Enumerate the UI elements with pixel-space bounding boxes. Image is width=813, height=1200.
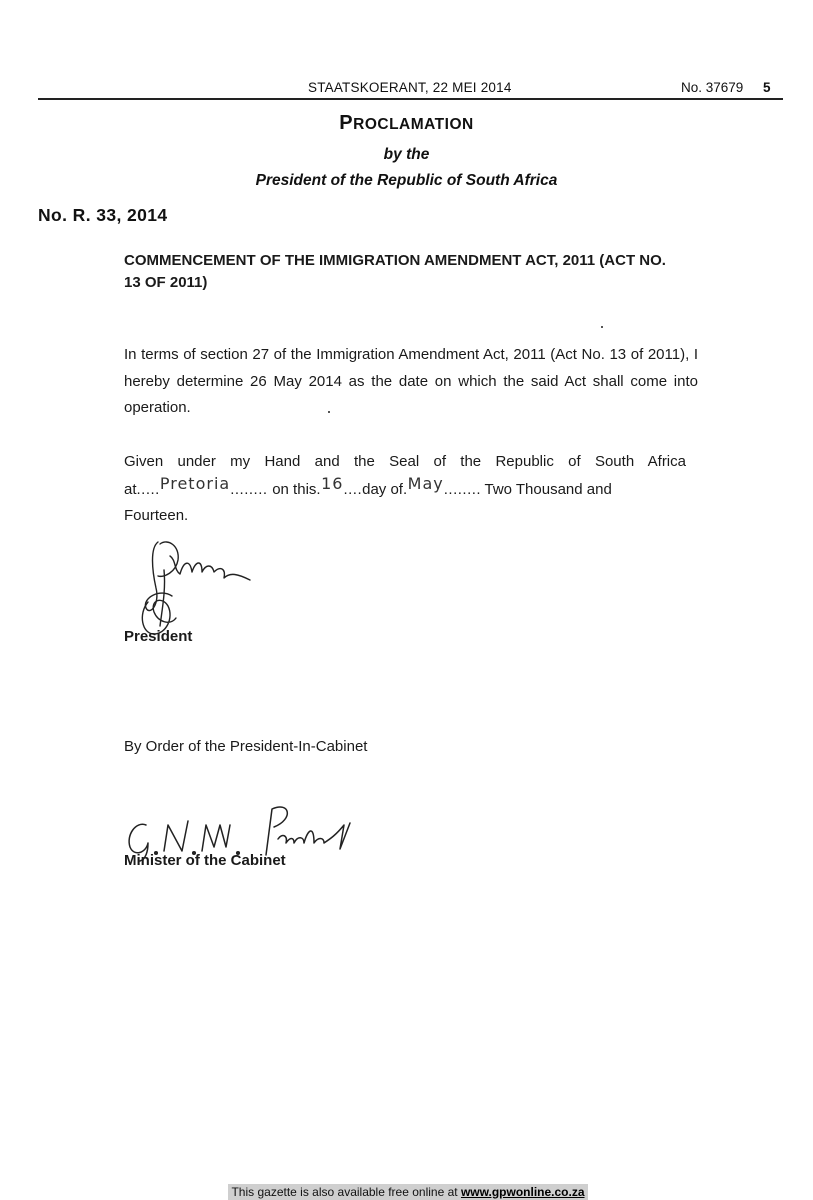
year-text: . Two Thousand and (476, 480, 612, 498)
given-line-2: at.....Pretoria........ on this.16....day of.May........ Two Thousand and (124, 473, 612, 498)
scan-speck (601, 326, 603, 328)
header-rule (38, 98, 783, 100)
gazette-date-header: STAATSKOERANT, 22 MEI 2014 (308, 80, 512, 95)
month-handwritten: May (407, 473, 444, 493)
gazette-number: No. 37679 (681, 80, 744, 95)
day-of-label: day of (362, 480, 403, 498)
notice-number: No. R. 33, 2014 (38, 205, 168, 225)
by-order-line: By Order of the President-In-Cabinet (124, 738, 368, 755)
footer-text: This gazette is also available free online at (231, 1185, 458, 1199)
issuer-line: President of the Republic of South Africa (255, 172, 558, 189)
day-handwritten: 16 (321, 473, 344, 493)
minister-label: Minister of the Cabinet (124, 852, 286, 869)
on-this-label: on this (272, 480, 317, 498)
determination-paragraph: In terms of section 27 of the Immigration Amendment Act, 2011 (Act No. 13 of 2011), I hereby determine 26 May 2014 as the date on which the said Act shall come into operation. (124, 346, 698, 416)
given-line-3: Fourteen. (124, 507, 189, 524)
act-heading: COMMENCEMENT OF THE IMMIGRATION AMENDMENT ACT, 2011 (ACT NO. 13 OF 2011) (124, 252, 666, 291)
proclamation-rest: ROCLAMATION (353, 116, 474, 133)
proclamation-title (0, 112, 813, 135)
proclamation-initial: P (339, 112, 354, 134)
president-label: President (124, 628, 193, 645)
gpwonline-link[interactable]: www.gpwonline.co.za (460, 1185, 585, 1199)
footer-banner (228, 1184, 588, 1200)
page-number: 5 (763, 80, 771, 95)
given-under-hand-paragraph (124, 449, 686, 530)
by-the-line: by the (383, 146, 430, 163)
place-handwritten: Pretoria (159, 473, 231, 493)
at-label: at (124, 480, 137, 498)
given-line-1: Given under my Hand and the Seal of the Republic of South Africa (124, 453, 686, 470)
